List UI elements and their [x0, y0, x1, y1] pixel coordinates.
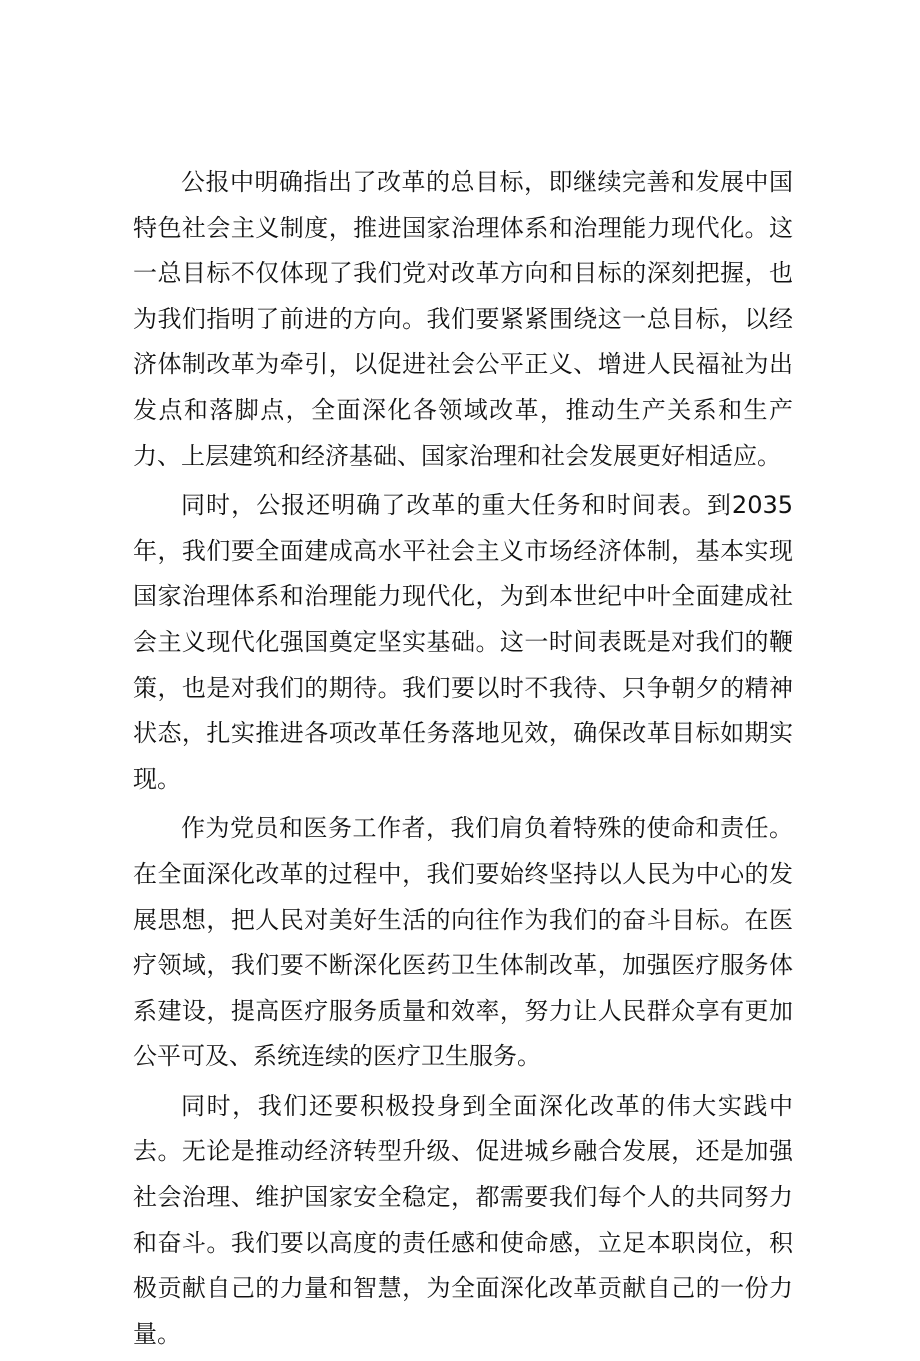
document-body — [133, 160, 793, 1361]
paragraph-4: 同时，我们还要积极投身到全面深化改革的伟大实践中去。无论是推动经济转型升级、促进城乡融合发展，还是加强社会治理、维护国家安全稳定，都需要我们每个人的共同努力和奋斗。我们要以高度的责任感和使命感，立足本职岗位，积极贡献自己的力量和智慧，为全面深化改革贡献自己的一份力量。 — [133, 1091, 793, 1348]
paragraph-2: 同时，公报还明确了改革的重大任务和时间表。到2035年，我们要全面建成高水平社会主义市场经济体制，基本实现国家治理体系和治理能力现代化，为到本世纪中叶全面建成社会主义现代化强国奠定坚实基础。这一时间表既是对我们的鞭策，也是对我们的期待。我们要以时不我待、只争朝夕的精神状态，扎实推进各项改革任务落地见效，确保改革目标如期实现。 — [133, 491, 793, 793]
paragraph-1: 公报中明确指出了改革的总目标，即继续完善和发展中国特色社会主义制度，推进国家治理体系和治理能力现代化。这一总目标不仅体现了我们党对改革方向和目标的深刻把握，也为我们指明了前进的方向。我们要紧紧围绕这一总目标，以经济体制改革为牵引，以促进社会公平正义、增进人民福祉为出发点和落脚点，全面深化各领域改革，推动生产关系和生产力、上层建筑和经济基础、国家治理和社会发展更好相适应。 — [133, 168, 793, 470]
paragraph-3: 作为党员和医务工作者，我们肩负着特殊的使命和责任。在全面深化改革的过程中，我们要始终坚持以人民为中心的发展思想，把人民对美好生活的向往作为我们的奋斗目标。在医疗领域，我们要不断深化医药卫生体制改革，加强医疗服务体系建设，提高医疗服务质量和效率，努力让人民群众享有更加公平可及、系统连续的医疗卫生服务。 — [133, 814, 793, 1071]
